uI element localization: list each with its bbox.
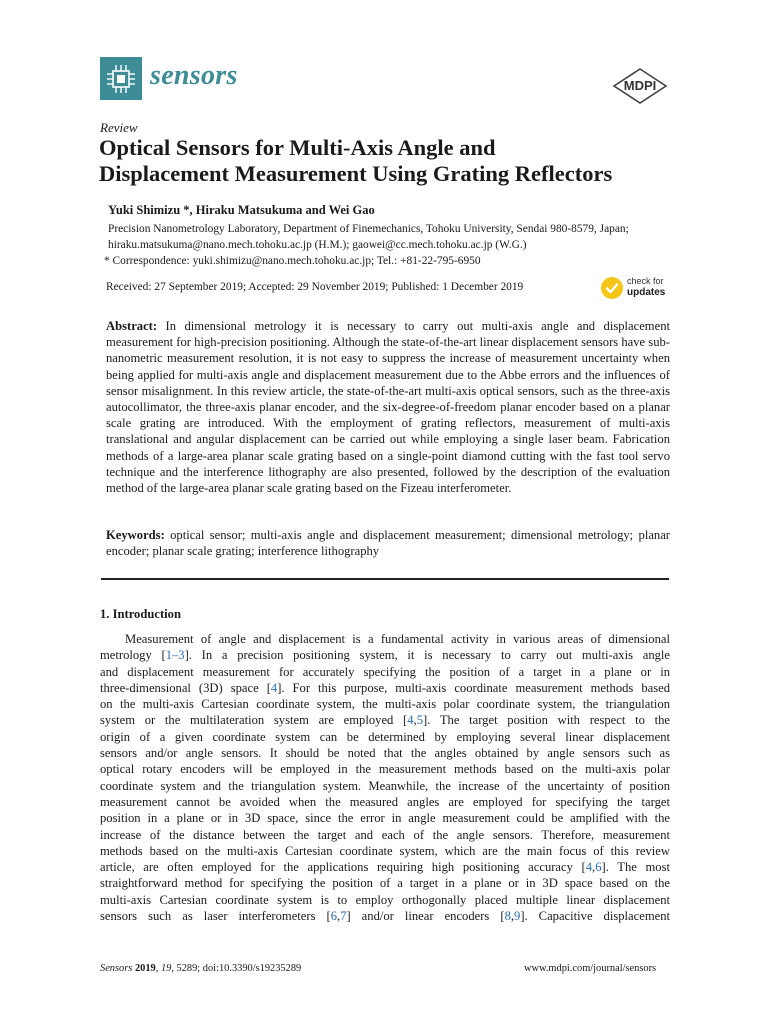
intro-text: ]. The target position with respect to the	[423, 713, 670, 728]
intro-line	[100, 892, 670, 908]
check-updates-line-1: check for	[627, 276, 664, 286]
checkmark-icon	[601, 277, 623, 299]
intro-text: three-dimensional (3D) space [	[100, 680, 271, 695]
intro-text: sensors and/or angle sensors. It should be noted that the angles obtained by angle sensors such as	[100, 746, 670, 761]
footer-volume: 19	[160, 963, 172, 974]
intro-line	[100, 729, 670, 745]
abstract-label: Abstract:	[106, 319, 158, 333]
check-for-updates-badge[interactable]	[601, 276, 673, 302]
intro-line	[100, 875, 670, 891]
intro-text: ,	[592, 860, 596, 875]
intro-line	[100, 631, 670, 647]
intro-line	[100, 778, 670, 794]
intro-line	[100, 843, 670, 859]
check-updates-line-2: updates	[627, 286, 666, 298]
intro-text: origin of a given coordinate system can be determined by employing several linear displacement	[100, 729, 670, 744]
intro-text: sensors such as laser interferometers [	[100, 909, 331, 924]
reference-link[interactable]: 4	[407, 713, 414, 728]
intro-text: position in a plane or in 3D space, since the error in angle measurement could be amplified with the	[100, 811, 670, 826]
reference-link[interactable]: 7	[340, 909, 347, 924]
check-updates-text	[627, 276, 665, 298]
intro-line	[100, 664, 670, 680]
intro-text: increase of the distance between the target and each of the angle sensors. Therefore, measurement	[100, 827, 670, 842]
intro-text: ]. In a precision positioning system, it is necessary to carry out multi-axis angle	[184, 648, 671, 663]
keywords-label: Keywords:	[106, 528, 165, 542]
reference-link[interactable]: 5	[416, 713, 423, 728]
affiliation-emails: hiraku.matsukuma@nano.mech.tohoku.ac.jp (H.M.); gaowei@cc.mech.tohoku.ac.jp (W.G.)	[108, 238, 527, 251]
intro-text: ,	[510, 909, 515, 924]
title-line-2: Displacement Measurement Using Grating Reflectors	[99, 161, 613, 186]
intro-text: system or the multilateration system are employed [	[100, 713, 408, 728]
reference-link[interactable]: 6	[330, 909, 337, 924]
reference-link[interactable]: 6	[595, 860, 602, 875]
intro-line	[100, 712, 670, 728]
intro-text: methods based on the multi-axis Cartesian coordinate system, which are the main focus of this review	[100, 843, 670, 858]
intro-line	[100, 827, 670, 843]
footer-doi: , 5289; doi:10.3390/s19235289	[171, 963, 302, 974]
intro-line	[100, 647, 670, 663]
correspondence: * Correspondence: yuki.shimizu@nano.mech.tohoku.ac.jp; Tel.: +81-22-795-6950	[104, 255, 481, 267]
publication-dates: Received: 27 September 2019; Accepted: 29 November 2019; Published: 1 December 2019	[106, 281, 524, 293]
intro-text: ,	[413, 713, 417, 728]
citation-footer: Sensors 2019, 19, 5289; doi:10.3390/s19235289	[100, 963, 302, 974]
intro-text: ]. Capacitive displacement	[520, 909, 671, 924]
intro-line	[100, 908, 670, 924]
divider	[101, 578, 669, 580]
paper-title	[99, 135, 699, 187]
keywords	[106, 527, 670, 559]
chip-icon	[100, 57, 142, 100]
intro-text: measurement cannot be avoided when the measured angles are employed for specifying the target	[100, 794, 670, 809]
intro-line	[100, 680, 670, 696]
intro-text: Measurement of angle and displacement is a fundamental activity in various areas of dimensional	[125, 632, 670, 646]
mdpi-logo	[612, 68, 668, 104]
intro-line	[100, 696, 670, 712]
intro-text: optical rotary encoders will be employed in the measurement methods based on the multi-axis polar	[100, 762, 670, 777]
article-type: Review	[100, 120, 138, 135]
intro-text: ]. The most	[601, 860, 670, 875]
keywords-text: optical sensor; multi-axis angle and displacement measurement; dimensional metrology; planar encoder; planar scale grating; interference lithography	[106, 528, 670, 559]
intro-text: multi-axis Cartesian coordinate system is to employ orthogonally placed multiple linear displacement	[100, 892, 670, 907]
intro-line	[100, 745, 670, 761]
reference-link[interactable]: 9	[514, 909, 521, 924]
intro-text: and displacement measurement for accurately specifying the position of a target in a plane or in	[100, 664, 670, 679]
author-list: Yuki Shimizu *, Hiraku Matsukuma and Wei Gao	[108, 203, 375, 217]
title-line-1: Optical Sensors for Multi-Axis Angle and	[99, 135, 496, 160]
intro-text: ] and/or linear encoders [	[346, 909, 505, 924]
mdpi-logo-text: MDPI	[623, 78, 657, 93]
affiliation	[108, 222, 678, 253]
intro-text: ]. For this purpose, multi-axis coordinate measurement methods based	[277, 680, 670, 695]
intro-line	[100, 859, 670, 875]
intro-text: on the multi-axis Cartesian coordinate system, the multi-axis polar coordinate system, the triangulation	[100, 697, 670, 712]
journal-url[interactable]: www.mdpi.com/journal/sensors	[524, 963, 657, 974]
footer-year: 2019	[134, 963, 156, 974]
journal-logo	[100, 57, 142, 100]
intro-text: coordinate system and the triangulation system. Meanwhile, the increase of the uncertainty of position	[100, 778, 670, 793]
intro-text: straightforward method for specifying the position of a target in a plane or in 3D space based on the	[100, 876, 670, 891]
intro-line	[100, 794, 670, 810]
reference-link[interactable]: 8	[504, 909, 511, 924]
intro-line	[100, 761, 670, 777]
intro-line	[100, 810, 670, 826]
section-heading: 1. Introduction	[100, 607, 181, 621]
affiliation-line-1: Precision Nanometrology Laboratory, Department of Finemechanics, Tohoku University, Sendai 980-8579, Japan;	[108, 223, 629, 235]
intro-text: metrology [	[100, 648, 166, 663]
intro-text: article, are often employed for the applications requiring high positioning accuracy [	[100, 860, 586, 875]
abstract	[106, 318, 670, 496]
reference-link[interactable]: 4	[585, 860, 593, 875]
reference-link[interactable]: 4	[270, 680, 278, 695]
footer-journal: Sensors	[100, 963, 133, 974]
intro-text: ,	[337, 909, 341, 924]
introduction-body	[100, 631, 670, 924]
abstract-text: In dimensional metrology it is necessary to carry out multi-axis angle and displacement measurement for high-precision positioning. Although the state-of-the-art linear displacement sensors have sub-nanometric measurement resolution, it is not easy to suppress the increase of measurement uncertainty when being applied for multi-axis angle and displacement measurement due to the Abbe errors and the influences of sensor misalignment. In this review article, the state-of-the-art multi-axis optical sensors, such as the three-axis autocollimator, the three-axis planar encoder, and the six-degree-of-freedom planar encoder based on a planar scale grating are introduced. With the employment of grating reflectors, measurement of multi-axis translational and angular displacement can be carried out while employing a single laser beam. Fabrication methods of a large-area planar scale grating based on a single-point diamond cutting with the fast tool servo technique and the interference lithography are also presented, followed by the description of the evaluation method of the large-area planar scale grating based on the Fizeau interferometer.	[106, 319, 670, 496]
journal-name: sensors	[150, 60, 238, 91]
reference-link[interactable]: 1–3	[165, 648, 185, 663]
